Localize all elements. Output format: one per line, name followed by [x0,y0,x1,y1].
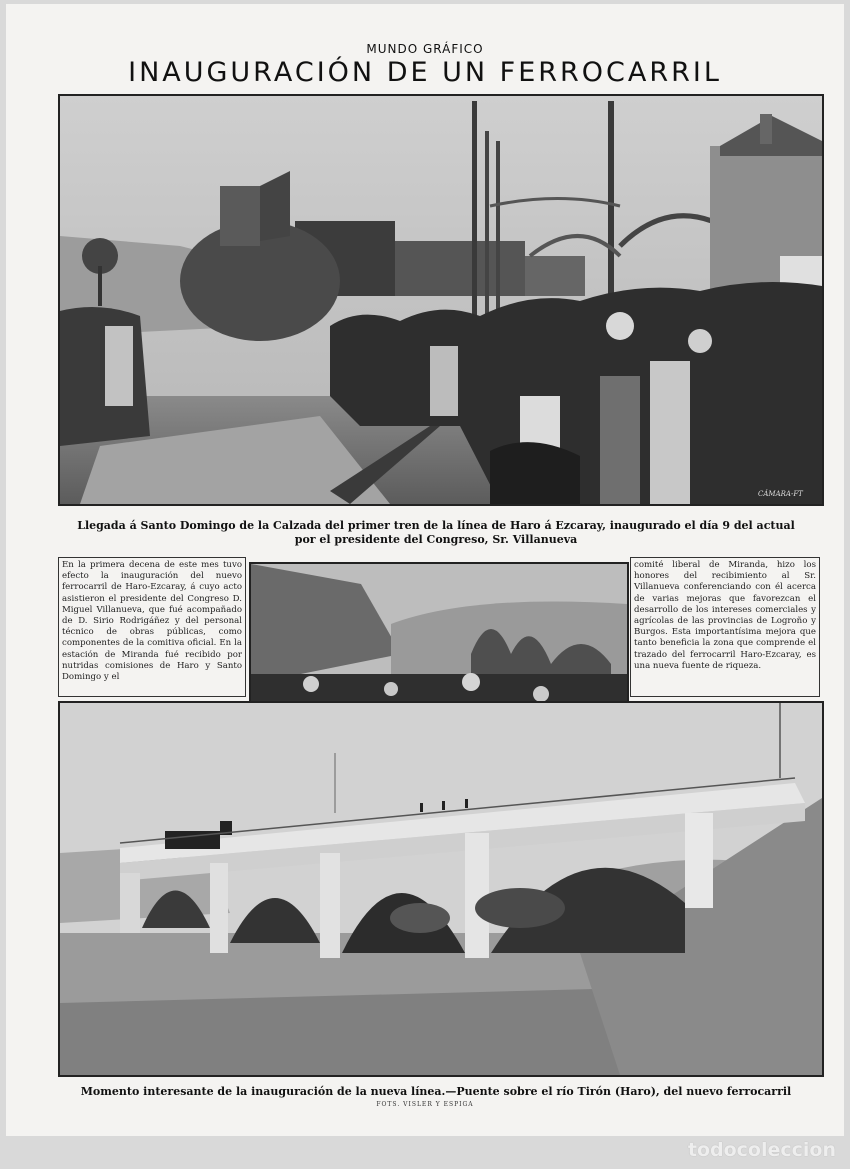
site-watermark: todocoleccion [687,1139,836,1161]
train-arrival-photo [58,94,824,506]
page-title: INAUGURACIÓN DE UN FERROCARRIL [128,57,722,88]
bridge-photo [58,701,824,1077]
top-caption-line2: por el presidente del Congreso, Sr. Villanueva [294,533,578,546]
bottom-photo-caption: Momento interesante de la inauguración de la nueva línea.—Puente sobre el río Tirón (Haro), del nuevo ferrocarril [80,1085,792,1098]
magazine-page [6,4,844,1136]
photo-signature: CÁMARA-FT [758,490,803,498]
photo-credit: FOTS. VISLER Y ESPIGA [376,1101,474,1108]
magazine-name: MUNDO GRÁFICO [366,42,484,56]
article-right-column: comité liberal de Miranda, hizo los honores del recibimiento al Sr. Villanueva conferenciando con él acerca de varias mejoras que favorezcan el desarrollo de los intereses comerciales y agrícolas de las provincias de Logroño y Burgos. Esta importantísima mejora que tanto beneficia la zona que comprende el trazado del ferrocarril Haro-Ezcaray, es una nueva fuente de riqueza. [630,557,820,697]
top-photo-caption [46,519,826,547]
top-caption-line1: Llegada á Santo Domingo de la Calzada del primer tren de la línea de Haro á Ezcaray, inaugurado el día 9 del actual [77,519,795,532]
train-arrival-illustration [60,96,822,504]
article-left-column: En la primera decena de este mes tuvo efecto la inauguración del nuevo ferrocarril de Haro-Ezcaray, á cuyo acto asistieron el presidente del Congreso D. Miguel Villanueva, que fué acompañado de D. Sirio Rodrigáñez y del personal técnico de obras públicas, como componentes de la comitiva oficial. En la estación de Miranda fué recibido por nutridas comisiones de Haro y Santo Domingo y el [58,557,246,697]
bridge-illustration [60,703,822,1075]
